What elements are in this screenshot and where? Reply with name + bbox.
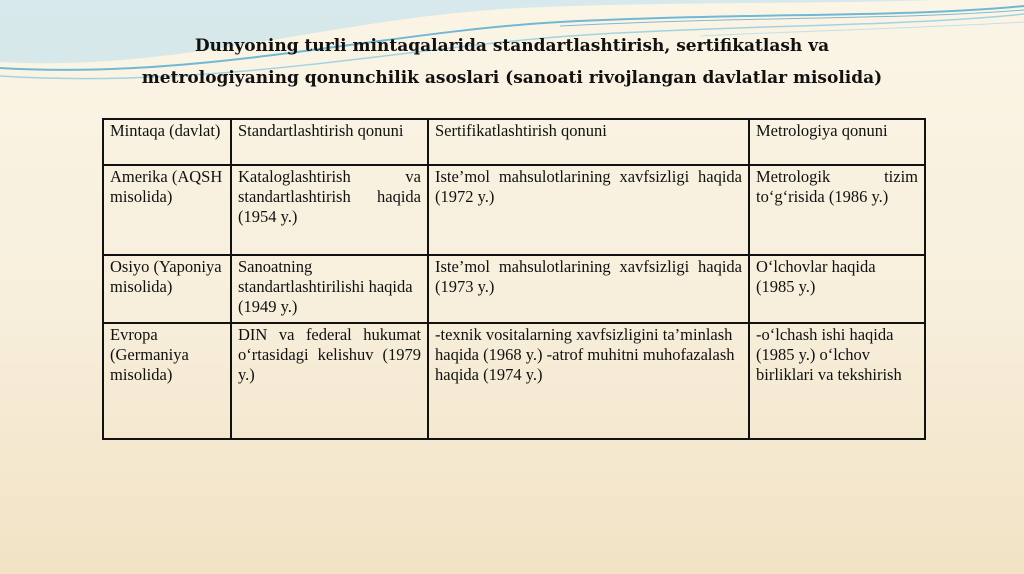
cell-standardization: Sanoatning standartlashtirilishi haqida (1949 y.) [231,255,428,323]
title-line-1: Dunyoning turli mintaqalarida standartlashtirish, sertifikatlash va [194,36,830,56]
header-metrology-law: Metrologiya qonuni [749,119,925,165]
table-header-row [103,119,925,165]
cell-standardization: DIN va federal hukumat o‘rtasidagi kelishuv (1979 y.) [231,323,428,439]
header-region: Mintaqa (davlat) [103,119,231,165]
cell-standardization: Kataloglashtirish va standartlashtirish haqida (1954 y.) [231,165,428,255]
cell-region: Amerika (AQSH misolida) [103,165,231,255]
legislation-table [102,118,926,440]
cell-certification: Iste’mol mahsulotlarining xavfsizligi haqida (1973 y.) [428,255,749,323]
cell-metrology: O‘lchovlar haqida (1985 y.) [749,255,925,323]
table-row [103,255,925,323]
table-row [103,323,925,439]
title-line-2: metrologiyaning qonunchilik asoslari (sanoati rivojlangan davlatlar misolida) [141,68,883,88]
slide-title [60,30,964,94]
header-certification-law: Sertifikatlashtirish qonuni [428,119,749,165]
table-row [103,165,925,255]
cell-metrology: -o‘lchash ishi haqida (1985 y.) o‘lchov birliklari va tekshirish [749,323,925,439]
header-standardization-law: Standartlashtirish qonuni [231,119,428,165]
cell-region: Evropa (Germaniya misolida) [103,323,231,439]
cell-metrology: Metrologik tizim to‘g‘risida (1986 y.) [749,165,925,255]
cell-region: Osiyo (Yaponiya misolida) [103,255,231,323]
cell-certification: Iste’mol mahsulotlarining xavfsizligi haqida (1972 y.) [428,165,749,255]
cell-certification: -texnik vositalarning xavfsizligini ta’minlash haqida (1968 y.) -atrof muhitni muhofazalash haqida (1974 y.) [428,323,749,439]
